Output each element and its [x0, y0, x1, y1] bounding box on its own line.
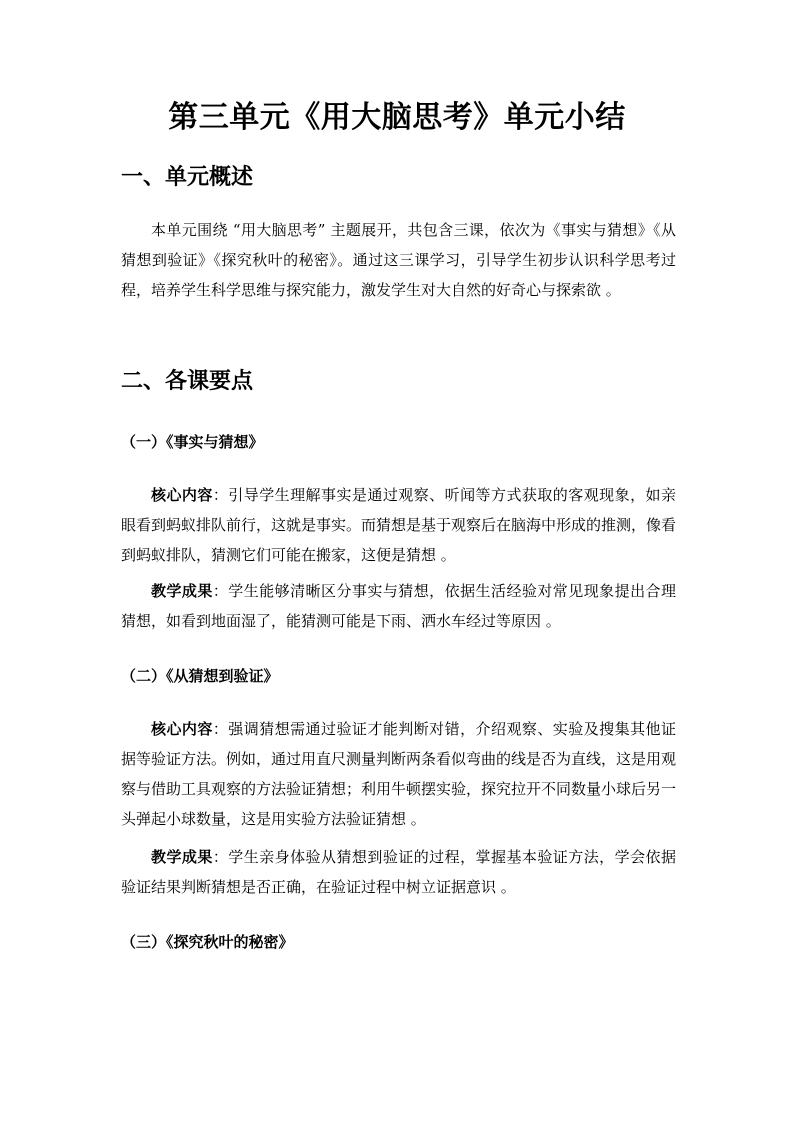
section-heading-overview: 一、单元概述	[121, 165, 254, 190]
lesson-heading-2: （二）《从猜想到验证》	[121, 667, 279, 685]
lesson-2-teaching-result	[121, 842, 676, 902]
section-heading-lesson-points: 二、各课要点	[121, 369, 254, 394]
lesson-heading-1: （一）《事实与猜想》	[121, 433, 264, 451]
teaching-result-text: ：学生能够清晰区分事实与猜想，依据生活经验对常见现象提出合理猜想，如看到地面湿了，能猜测可能是下雨、洒水车经过等原因 。	[121, 582, 676, 630]
core-content-label: 核心内容	[151, 720, 213, 738]
lesson-2-core-content	[121, 714, 676, 834]
lesson-1-teaching-result	[121, 576, 676, 636]
teaching-result-label: 教学成果	[151, 848, 213, 866]
core-content-label: 核心内容	[151, 486, 213, 504]
lesson-1-core-content	[121, 480, 676, 570]
document-title: 第三单元《用大脑思考》单元小结	[168, 100, 626, 135]
teaching-result-label: 教学成果	[151, 582, 213, 600]
core-content-text: ：强调猜想需通过验证才能判断对错，介绍观察、实验及搜集其他证据等验证方法。例如，通过用直尺测量判断两条看似弯曲的线是否为直线，这是用观察与借助工具观察的方法验证猜想；利用牛顿摆实验，探究拉开不同数量小球后另一头弹起小球数量，这是用实验方法验证猜想 。	[121, 720, 677, 828]
lesson-heading-3: （三）《探究秋叶的秘密》	[121, 933, 294, 951]
core-content-text: ：引导学生理解事实是通过观察、听闻等方式获取的客观现象，如亲眼看到蚂蚁排队前行，这就是事实。而猜想是基于观察后在脑海中形成的推测，像看到蚂蚁排队，猜测它们可能在搬家，这便是猜想 。	[121, 486, 677, 564]
overview-paragraph: 本单元围绕 “用大脑思考” 主题展开，共包含三课，依次为《事实与猜想》《从猜想到验证》《探究秋叶的秘密》。通过这三课学习，引导学生初步认识科学思考过程，培养学生科学思维与探究能力，激发学生对大自然的好奇心与探索欲 。	[121, 221, 676, 299]
teaching-result-text: ：学生亲身体验从猜想到验证的过程，掌握基本验证方法，学会依据验证结果判断猜想是否正确，在验证过程中树立证据意识 。	[121, 848, 676, 896]
